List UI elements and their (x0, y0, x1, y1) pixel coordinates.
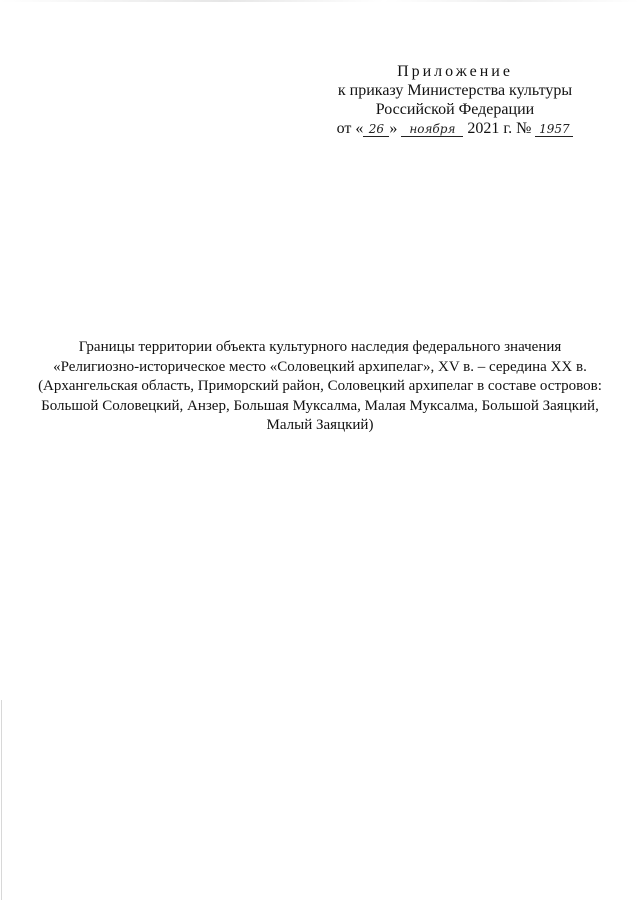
scan-edge-left (1, 700, 2, 900)
handwritten-order-number: 1957 (535, 122, 573, 137)
title-line-3: (Архангельская область, Приморский район, Соловецкий архипелаг в составе островов: (38, 378, 602, 394)
document-title (10, 338, 630, 436)
date-quote-close: » (389, 120, 398, 137)
date-prefix: от « (336, 120, 364, 137)
handwritten-day: 26 (363, 122, 389, 137)
date-year: 2021 г. № (467, 120, 532, 137)
appendix-line-federation: Российской Федерации (375, 101, 535, 118)
scan-edge-top (0, 0, 640, 2)
appendix-heading: Приложение (397, 63, 513, 80)
title-line-2: «Религиозно-историческое место «Соловецкий архипелаг», XV в. – середина XX в. (53, 358, 587, 375)
appendix-line-order: к приказу Министерства культуры (337, 82, 573, 99)
title-line-5: Малый Заяцкий) (266, 417, 374, 433)
appendix-date-line (330, 119, 580, 138)
appendix-header (330, 62, 580, 138)
title-line-4: Большой Соловецкий, Анзер, Большая Муксалма, Малая Муксалма, Большой Заяцкий, (41, 397, 599, 414)
handwritten-month: ноября (401, 122, 463, 137)
title-line-1: Границы территории объекта культурного наследия федерального значения (78, 339, 562, 355)
